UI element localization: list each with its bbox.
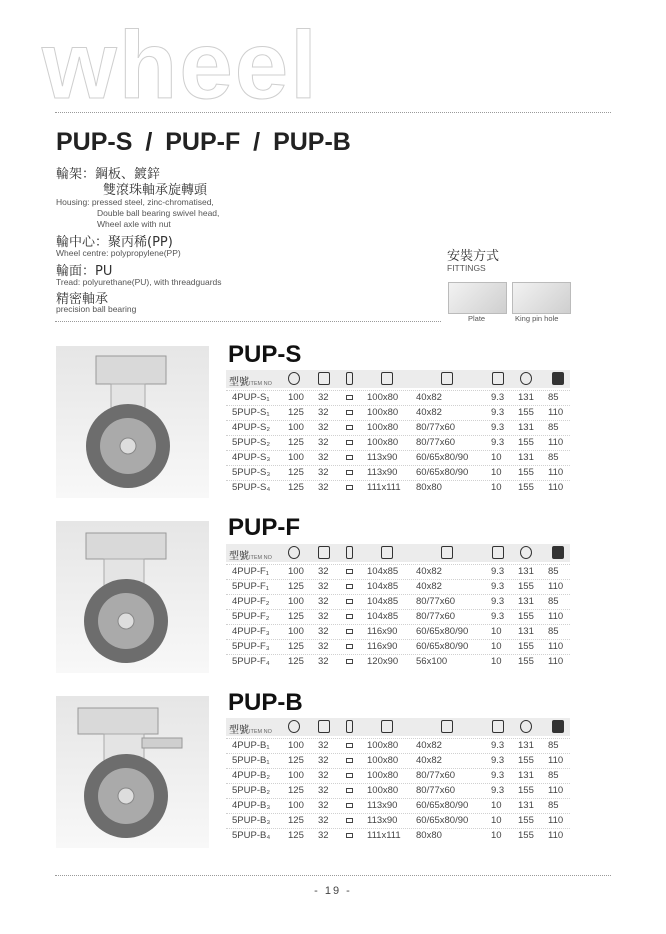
cell-h: 131 — [518, 626, 534, 637]
plate-size-icon — [381, 546, 393, 559]
cell-dia: 125 — [288, 815, 304, 826]
cell-load: 85 — [548, 566, 559, 577]
cell-plate: 100x80 — [367, 755, 399, 766]
cell-dia: 125 — [288, 482, 304, 493]
cell-thk: 9.3 — [491, 581, 505, 592]
plate-size-icon — [381, 720, 393, 733]
section-title-pup-s: PUP-S — [228, 341, 302, 368]
bearing-icon — [346, 788, 353, 793]
cell-dia: 100 — [288, 452, 304, 463]
cell-model: 4PUP-B₁ — [232, 740, 270, 751]
cell-model: 4PUP-S₂ — [232, 422, 271, 433]
cell-h: 155 — [518, 467, 534, 478]
pup-s-photo — [56, 346, 209, 498]
cell-load: 85 — [548, 596, 559, 607]
cell-load: 85 — [548, 626, 559, 637]
housing-zh-1: 輪架：鋼板、鍍鋅 — [56, 167, 161, 182]
cell-plate: 100x80 — [367, 785, 399, 796]
cell-dia: 125 — [288, 407, 304, 418]
cell-plate: 120x90 — [367, 656, 399, 667]
table-pup-f — [226, 564, 570, 669]
cell-model: 5PUP-B₃ — [232, 815, 271, 826]
cell-h: 155 — [518, 830, 534, 841]
cell-dia: 100 — [288, 392, 304, 403]
cell-thk: 9.3 — [491, 755, 505, 766]
cell-w: 32 — [318, 785, 329, 796]
cell-holes: 80x80 — [416, 830, 442, 841]
cell-plate: 113x90 — [367, 467, 398, 478]
table-row — [226, 639, 570, 654]
cell-model: 5PUP-F₂ — [232, 611, 270, 622]
pup-b-photo — [56, 696, 209, 848]
table-pup-s — [226, 390, 570, 495]
fittings-title-zh: 安裝方式 — [447, 249, 500, 264]
bearing-en: precision ball bearing — [56, 304, 137, 314]
thickness-icon — [492, 372, 504, 385]
cell-h: 131 — [518, 800, 534, 811]
thickness-icon — [492, 546, 504, 559]
cell-load: 85 — [548, 392, 559, 403]
cell-holes: 80/77x60 — [416, 437, 456, 448]
diameter-icon — [288, 372, 300, 385]
cell-thk: 9.3 — [491, 740, 505, 751]
cell-model: 4PUP-B₂ — [232, 770, 271, 781]
cell-w: 32 — [318, 452, 329, 463]
tread-zh: 輪面：PU — [56, 264, 113, 279]
bearing-icon — [346, 410, 353, 415]
cell-dia: 100 — [288, 566, 304, 577]
bearing-icon — [346, 440, 353, 445]
cell-plate: 104x85 — [367, 566, 399, 577]
height-icon — [520, 546, 532, 559]
cell-load: 110 — [548, 815, 564, 826]
bearing-icon — [346, 818, 353, 823]
header-label: 型號ITEM NO — [229, 725, 272, 736]
bearing-icon — [346, 425, 353, 430]
cell-thk: 9.3 — [491, 422, 505, 433]
bearing-icon — [346, 470, 353, 475]
cell-model: 4PUP-F₂ — [232, 596, 270, 607]
bearing-icon — [346, 569, 353, 574]
cell-dia: 125 — [288, 830, 304, 841]
plate-fitting-image — [448, 282, 507, 314]
cell-dia: 125 — [288, 611, 304, 622]
bearing-zh: 精密軸承 — [56, 292, 109, 307]
bearing-icon — [346, 773, 353, 778]
cell-h: 131 — [518, 392, 534, 403]
cell-holes: 40x82 — [416, 407, 442, 418]
cell-holes: 56x100 — [416, 656, 448, 667]
table-row — [226, 465, 570, 480]
diameter-icon — [288, 546, 300, 559]
cell-load: 110 — [548, 611, 564, 622]
cell-w: 32 — [318, 581, 329, 592]
cell-thk: 10 — [491, 656, 502, 667]
cell-holes: 40x82 — [416, 392, 442, 403]
cell-h: 131 — [518, 452, 534, 463]
cell-holes: 80/77x60 — [416, 785, 456, 796]
plate-size-icon — [381, 372, 393, 385]
cell-plate: 100x80 — [367, 740, 399, 751]
cell-w: 32 — [318, 596, 329, 607]
cell-load: 110 — [548, 437, 564, 448]
cell-w: 32 — [318, 830, 329, 841]
cell-w: 32 — [318, 482, 329, 493]
cell-model: 5PUP-S₁ — [232, 407, 270, 418]
cell-model: 5PUP-F₁ — [232, 581, 269, 592]
cell-dia: 100 — [288, 626, 304, 637]
cell-w: 32 — [318, 566, 329, 577]
cell-plate: 116x90 — [367, 626, 398, 637]
cell-w: 32 — [318, 422, 329, 433]
table-row — [226, 768, 570, 783]
table-row — [226, 594, 570, 609]
cell-dia: 100 — [288, 800, 304, 811]
cell-plate: 100x80 — [367, 437, 399, 448]
cell-dia: 100 — [288, 770, 304, 781]
cell-w: 32 — [318, 437, 329, 448]
cell-thk: 9.3 — [491, 785, 505, 796]
table-row — [226, 828, 570, 843]
cell-holes: 40x82 — [416, 566, 442, 577]
section-title-pup-f: PUP-F — [228, 514, 300, 541]
cell-h: 155 — [518, 407, 534, 418]
cell-holes: 80/77x60 — [416, 596, 456, 607]
cell-holes: 40x82 — [416, 755, 442, 766]
load-icon — [552, 546, 564, 559]
cell-dia: 125 — [288, 437, 304, 448]
table-row — [226, 783, 570, 798]
cell-holes: 40x82 — [416, 581, 442, 592]
cell-h: 155 — [518, 581, 534, 592]
cell-holes: 60/65x80/90 — [416, 467, 469, 478]
cell-load: 110 — [548, 755, 564, 766]
cell-load: 110 — [548, 830, 564, 841]
cell-thk: 9.3 — [491, 437, 505, 448]
bolt-holes-icon — [441, 546, 453, 559]
cell-thk: 10 — [491, 641, 502, 652]
housing-en-1: Housing: pressed steel, zinc-chromatised, — [56, 197, 214, 207]
housing-en-2: Double ball bearing swivel head, — [97, 208, 220, 218]
cell-w: 32 — [318, 656, 329, 667]
bolt-holes-icon — [441, 372, 453, 385]
bearing-icon — [346, 372, 353, 385]
cell-holes: 80/77x60 — [416, 422, 456, 433]
cell-h: 131 — [518, 566, 534, 577]
cell-holes: 40x82 — [416, 740, 442, 751]
cell-holes: 60/65x80/90 — [416, 641, 469, 652]
cell-load: 85 — [548, 800, 559, 811]
cell-h: 155 — [518, 611, 534, 622]
cell-w: 32 — [318, 626, 329, 637]
housing-en-3: Wheel axle with nut — [97, 219, 171, 229]
bearing-icon — [346, 584, 353, 589]
cell-h: 131 — [518, 422, 534, 433]
cell-model: 5PUP-F₃ — [232, 641, 270, 652]
bearing-icon — [346, 599, 353, 604]
table-header-pup-s — [226, 370, 570, 388]
cell-model: 5PUP-S₃ — [232, 467, 271, 478]
cell-h: 155 — [518, 755, 534, 766]
cell-thk: 10 — [491, 467, 502, 478]
cell-h: 131 — [518, 770, 534, 781]
table-row — [226, 624, 570, 639]
cell-dia: 125 — [288, 656, 304, 667]
cell-load: 110 — [548, 581, 564, 592]
cell-plate: 111x111 — [367, 830, 401, 841]
cell-plate: 111x111 — [367, 482, 401, 493]
width-icon — [318, 546, 330, 559]
cell-holes: 80/77x60 — [416, 611, 456, 622]
cell-dia: 100 — [288, 740, 304, 751]
cell-h: 155 — [518, 815, 534, 826]
cell-load: 85 — [548, 452, 559, 463]
cell-holes: 60/65x80/90 — [416, 815, 469, 826]
cell-w: 32 — [318, 770, 329, 781]
bearing-icon — [346, 614, 353, 619]
fittings-title-en: FITTINGS — [447, 263, 486, 273]
cell-model: 4PUP-F₁ — [232, 566, 269, 577]
bearing-icon — [346, 758, 353, 763]
table-row — [226, 480, 570, 495]
cell-w: 32 — [318, 800, 329, 811]
cell-model: 5PUP-S₂ — [232, 437, 271, 448]
cell-model: 5PUP-B₂ — [232, 785, 271, 796]
cell-thk: 9.3 — [491, 566, 505, 577]
table-row — [226, 609, 570, 624]
table-row — [226, 405, 570, 420]
cell-model: 4PUP-S₃ — [232, 452, 271, 463]
cell-model: 4PUP-F₃ — [232, 626, 270, 637]
cell-load: 85 — [548, 770, 559, 781]
cell-plate: 100x80 — [367, 770, 399, 781]
bearing-icon — [346, 833, 353, 838]
cell-holes: 80x80 — [416, 482, 442, 493]
pup-f-photo — [56, 521, 209, 673]
cell-holes: 60/65x80/90 — [416, 452, 469, 463]
cell-thk: 10 — [491, 482, 502, 493]
table-row — [226, 435, 570, 450]
table-row — [226, 753, 570, 768]
table-row — [226, 564, 570, 579]
bearing-icon — [346, 644, 353, 649]
bearing-icon — [346, 720, 353, 733]
bearing-icon — [346, 743, 353, 748]
table-row — [226, 654, 570, 669]
cell-load: 110 — [548, 641, 564, 652]
cell-dia: 125 — [288, 641, 304, 652]
cell-model: 4PUP-S₁ — [232, 392, 270, 403]
cell-thk: 10 — [491, 815, 502, 826]
page-title: PUP-S / PUP-F / PUP-B — [56, 128, 351, 156]
cell-model: 5PUP-S₄ — [232, 482, 271, 493]
table-row — [226, 579, 570, 594]
cell-plate: 116x90 — [367, 641, 398, 652]
table-row — [226, 450, 570, 465]
cell-holes: 60/65x80/90 — [416, 800, 469, 811]
header-label: 型號ITEM NO — [229, 377, 272, 388]
cell-dia: 125 — [288, 755, 304, 766]
cell-w: 32 — [318, 611, 329, 622]
cell-h: 131 — [518, 596, 534, 607]
spec-divider — [55, 321, 441, 322]
bottom-divider — [55, 875, 611, 876]
centre-en: Wheel centre: polypropylene(PP) — [56, 248, 181, 258]
load-icon — [552, 720, 564, 733]
cell-thk: 9.3 — [491, 770, 505, 781]
cell-plate: 113x90 — [367, 815, 398, 826]
cell-dia: 100 — [288, 422, 304, 433]
plate-caption: Plate — [468, 314, 486, 323]
centre-zh: 輪中心：聚丙稀(PP) — [56, 235, 173, 250]
cell-load: 110 — [548, 656, 564, 667]
cell-thk: 10 — [491, 626, 502, 637]
header-label: 型號ITEM NO — [229, 551, 272, 562]
diameter-icon — [288, 720, 300, 733]
cell-load: 110 — [548, 407, 564, 418]
cell-load: 85 — [548, 740, 559, 751]
table-header-pup-f — [226, 544, 570, 562]
cell-thk: 9.3 — [491, 611, 505, 622]
kingpin-caption: King pin hole — [515, 314, 559, 323]
cell-model: 5PUP-F₄ — [232, 656, 270, 667]
table-header-pup-b — [226, 718, 570, 736]
cell-load: 110 — [548, 467, 564, 478]
cell-w: 32 — [318, 392, 329, 403]
cell-h: 155 — [518, 482, 534, 493]
thickness-icon — [492, 720, 504, 733]
bearing-icon — [346, 485, 353, 490]
cell-w: 32 — [318, 641, 329, 652]
page-number: - 19 - — [314, 885, 352, 897]
bearing-icon — [346, 455, 353, 460]
top-divider — [55, 112, 611, 113]
cell-model: 4PUP-B₃ — [232, 800, 271, 811]
bolt-holes-icon — [441, 720, 453, 733]
cell-h: 155 — [518, 437, 534, 448]
cell-plate: 113x90 — [367, 452, 398, 463]
bearing-icon — [346, 629, 353, 634]
housing-zh-2: 雙滾珠軸承旋轉頭 — [103, 183, 208, 198]
cell-h: 131 — [518, 740, 534, 751]
load-icon — [552, 372, 564, 385]
table-row — [226, 738, 570, 753]
cell-model: 5PUP-B₄ — [232, 830, 271, 841]
table-row — [226, 420, 570, 435]
bearing-icon — [346, 659, 353, 664]
cell-w: 32 — [318, 755, 329, 766]
cell-holes: 60/65x80/90 — [416, 626, 469, 637]
cell-w: 32 — [318, 467, 329, 478]
cell-w: 32 — [318, 407, 329, 418]
cell-h: 155 — [518, 785, 534, 796]
bearing-icon — [346, 395, 353, 400]
cell-load: 110 — [548, 482, 564, 493]
cell-plate: 100x80 — [367, 422, 399, 433]
cell-holes: 80/77x60 — [416, 770, 456, 781]
table-row — [226, 390, 570, 405]
cell-thk: 9.3 — [491, 392, 505, 403]
cell-dia: 125 — [288, 785, 304, 796]
cell-thk: 10 — [491, 830, 502, 841]
cell-plate: 100x80 — [367, 392, 399, 403]
cell-thk: 9.3 — [491, 407, 505, 418]
cell-thk: 9.3 — [491, 596, 505, 607]
cell-h: 155 — [518, 641, 534, 652]
cell-dia: 100 — [288, 596, 304, 607]
cell-plate: 100x80 — [367, 407, 399, 418]
tread-en: Tread: polyurethane(PU), with threadguards — [56, 277, 222, 287]
cell-thk: 10 — [491, 800, 502, 811]
cell-model: 5PUP-B₁ — [232, 755, 270, 766]
cell-plate: 104x85 — [367, 581, 399, 592]
cell-thk: 10 — [491, 452, 502, 463]
table-row — [226, 813, 570, 828]
watermark-wheel: wheel — [42, 12, 319, 119]
section-title-pup-b: PUP-B — [228, 689, 303, 716]
cell-w: 32 — [318, 815, 329, 826]
cell-h: 155 — [518, 656, 534, 667]
width-icon — [318, 372, 330, 385]
cell-load: 85 — [548, 422, 559, 433]
bearing-icon — [346, 546, 353, 559]
bearing-icon — [346, 803, 353, 808]
cell-load: 110 — [548, 785, 564, 796]
cell-dia: 125 — [288, 467, 304, 478]
height-icon — [520, 372, 532, 385]
cell-plate: 104x85 — [367, 596, 399, 607]
width-icon — [318, 720, 330, 733]
cell-dia: 125 — [288, 581, 304, 592]
cell-w: 32 — [318, 740, 329, 751]
table-row — [226, 798, 570, 813]
table-pup-b — [226, 738, 570, 843]
kingpin-fitting-image — [512, 282, 571, 314]
cell-plate: 113x90 — [367, 800, 398, 811]
height-icon — [520, 720, 532, 733]
cell-plate: 104x85 — [367, 611, 399, 622]
